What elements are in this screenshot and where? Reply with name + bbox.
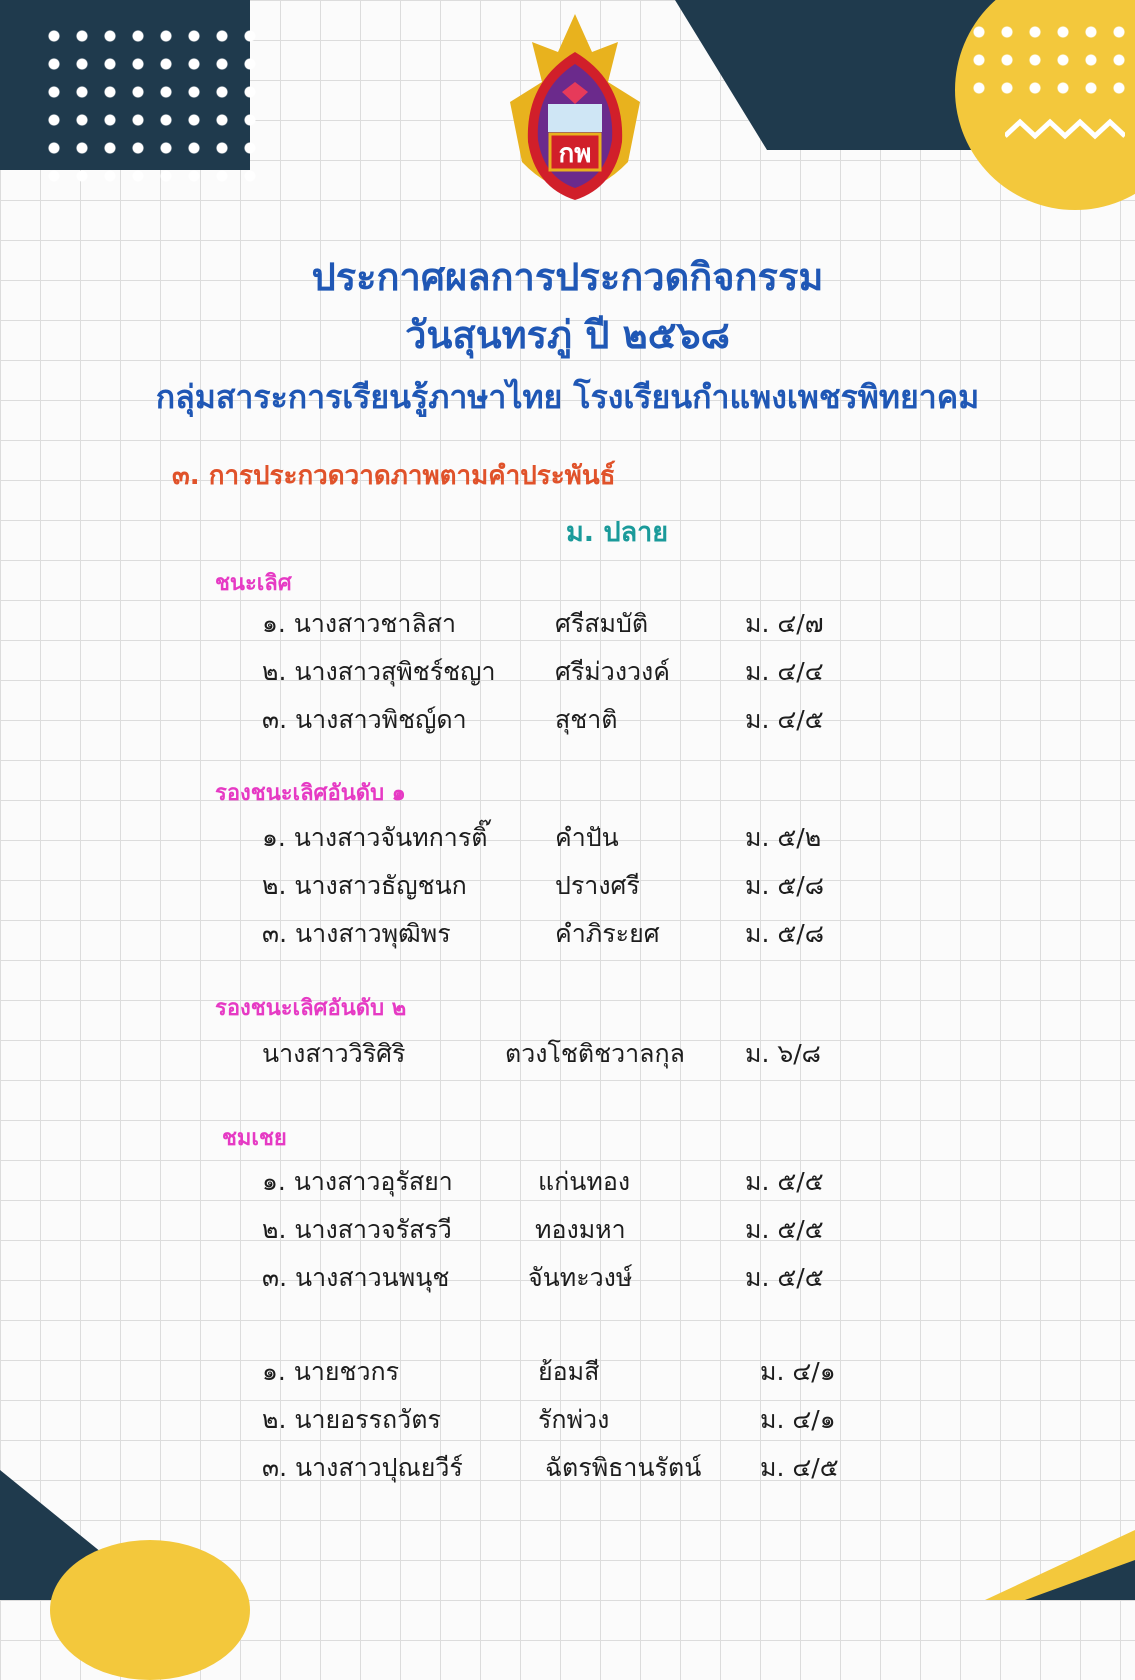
- result-row: [0, 604, 1135, 644]
- student-name: ๒. นางสาวธัญชนก: [262, 871, 467, 900]
- student-class: ม. ๖/๘: [745, 1039, 821, 1068]
- student-name: ๓. นางสาวปุณยวีร์: [262, 1453, 463, 1482]
- zigzag-decoration: [1005, 116, 1125, 140]
- student-surname: ฉัตรพิธานรัตน์: [545, 1453, 702, 1482]
- student-class: ม. ๔/๔: [745, 657, 824, 686]
- student-surname: ย้อมสี: [538, 1357, 600, 1386]
- student-surname: ตวงโชติชวาลกุล: [505, 1039, 685, 1068]
- student-class: ม. ๕/๒: [745, 823, 822, 852]
- group-heading-honorable-mention: ชมเชย: [222, 1126, 287, 1151]
- student-surname: สุชาติ: [555, 705, 618, 734]
- result-row: [0, 866, 1135, 906]
- student-surname: รักพ่วง: [538, 1405, 610, 1434]
- student-class: ม. ๔/๑: [760, 1405, 836, 1434]
- dot-pattern-top-left: [40, 22, 260, 182]
- student-class: ม. ๔/๗: [745, 609, 824, 638]
- result-row: [0, 1400, 1135, 1440]
- student-class: ม. ๕/๘: [745, 919, 825, 948]
- student-name: ๓. นางสาวพุฒิพร: [262, 919, 451, 948]
- event-title: วันสุนทรภู่ ปี ๒๕๖๘: [405, 313, 730, 357]
- result-row: [0, 914, 1135, 954]
- result-row: [0, 1258, 1135, 1298]
- student-class: ม. ๔/๑: [760, 1357, 836, 1386]
- yellow-circle-bottom-left: [50, 1540, 250, 1680]
- student-surname: ศรีสมบัติ: [555, 609, 649, 638]
- student-name: ๑. นางสาวอุรัสยา: [262, 1167, 453, 1196]
- result-row: [0, 700, 1135, 740]
- student-surname: จันทะวงษ์: [528, 1263, 633, 1292]
- level-label: ม. ปลาย: [566, 517, 669, 548]
- page-title: ประกาศผลการประกวดกิจกรรม: [311, 255, 824, 299]
- group-heading-runner-up-1: รองชนะเลิศอันดับ ๑: [215, 781, 406, 806]
- organizer-line: กลุ่มสาระการเรียนรู้ภาษาไทย โรงเรียนกำแพงเพชรพิทยาคม: [155, 378, 980, 416]
- student-class: ม. ๕/๕: [745, 1215, 824, 1244]
- student-surname: ปรางศรี: [555, 871, 640, 900]
- student-name: นางสาววิริศิริ: [262, 1039, 406, 1068]
- logo-initials: กพ: [558, 139, 592, 169]
- student-name: ๒. นายอรรถวัตร: [262, 1405, 441, 1434]
- student-name: ๑. นายชวกร: [262, 1357, 400, 1386]
- student-surname: คำภิระยศ: [555, 919, 660, 948]
- result-row: [0, 1352, 1135, 1392]
- student-name: ๓. นางสาวพิชญ์ดา: [262, 705, 467, 734]
- student-class: ม. ๔/๕: [760, 1453, 839, 1482]
- student-class: ม. ๕/๕: [745, 1263, 824, 1292]
- school-logo: [500, 12, 650, 212]
- group-heading-runner-up-2: รองชนะเลิศอันดับ ๒: [215, 996, 407, 1021]
- student-name: ๒. นางสาวสุพิชร์ชญา: [262, 657, 496, 686]
- student-class: ม. ๕/๘: [745, 871, 825, 900]
- student-name: ๑. นางสาวชาลิสา: [262, 609, 457, 638]
- result-row: [0, 652, 1135, 692]
- dot-pattern-top-right: [965, 18, 1125, 98]
- student-name: ๒. นางสาวจรัสรวี: [262, 1215, 452, 1244]
- student-surname: ศรีม่วงวงค์: [555, 657, 670, 686]
- result-row: [0, 1034, 1135, 1074]
- result-row: [0, 1210, 1135, 1250]
- result-row: [0, 1162, 1135, 1202]
- student-class: ม. ๕/๕: [745, 1167, 824, 1196]
- student-class: ม. ๔/๕: [745, 705, 824, 734]
- student-name: ๑. นางสาวจันทการติ๊: [262, 823, 488, 852]
- student-surname: แก่นทอง: [538, 1167, 631, 1196]
- result-row: [0, 1448, 1135, 1488]
- group-heading-winner: ชนะเลิศ: [215, 571, 292, 596]
- student-surname: ทองมหา: [535, 1215, 626, 1244]
- student-name: ๓. นางสาวนพนุช: [262, 1263, 450, 1292]
- student-surname: คำปัน: [555, 823, 619, 852]
- result-row: [0, 818, 1135, 858]
- section-title: ๓. การประกวดวาดภาพตามคำประพันธ์: [172, 461, 616, 491]
